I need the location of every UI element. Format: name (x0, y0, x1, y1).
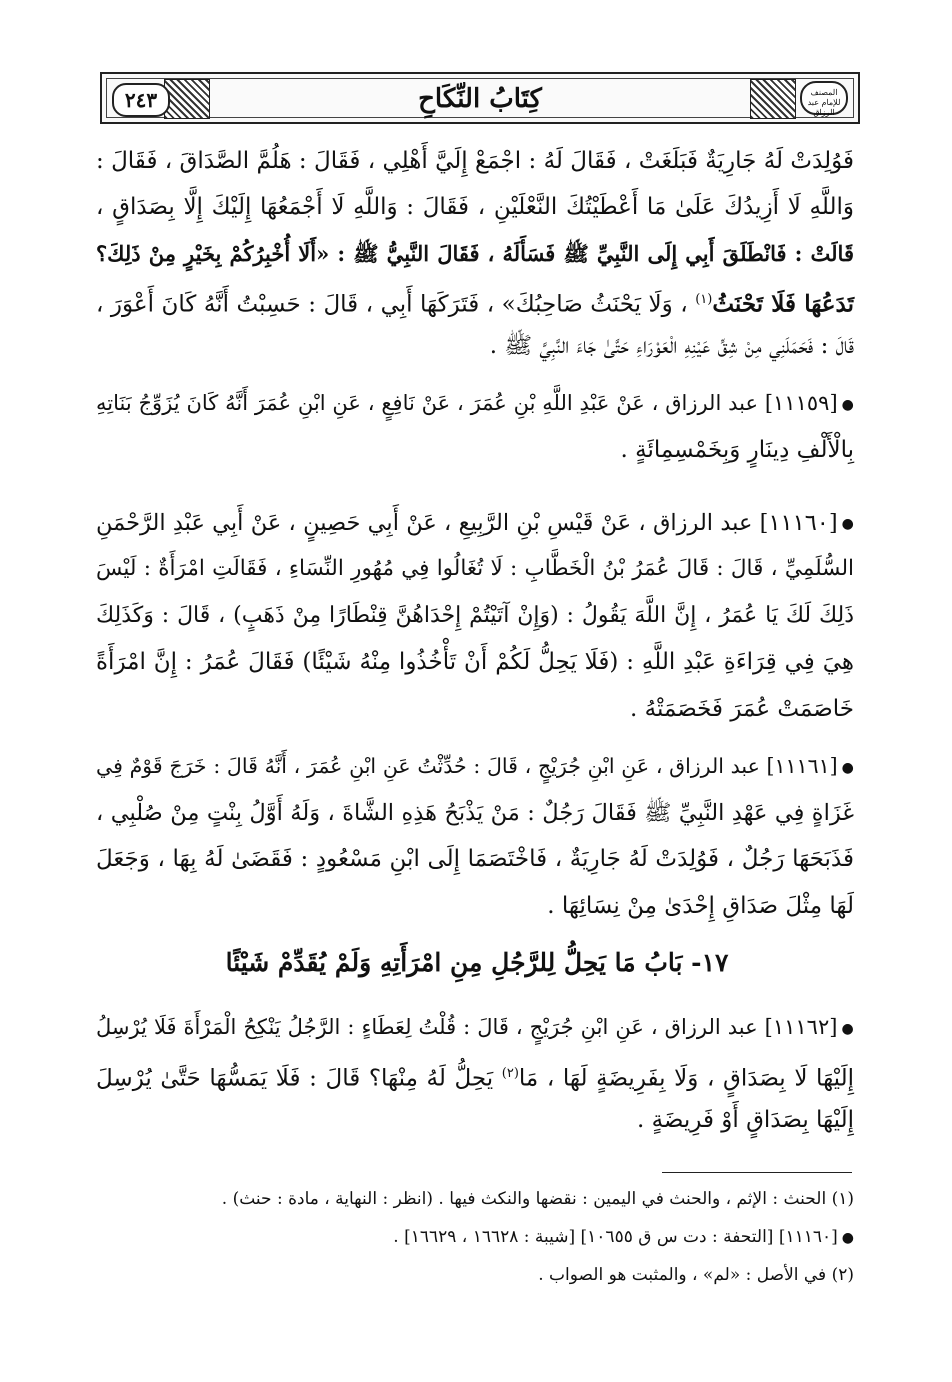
bullet-icon: ● (841, 759, 855, 776)
footnote-divider (662, 1172, 852, 1173)
footnote-mark: (٢) (501, 1066, 519, 1081)
text-line: وَاللَّهِ لَا أَزِيدُكَ عَلَىٰ مَا أَعْطَيْتُكَ النَّعْلَيْنِ ، فَقَالَ : وَاللَّهِ لَا أَجْمَعُهَا إِلَيْكَ إِلَّا بِصَدَاقٍ ، (96, 194, 854, 220)
ornament-right-icon (750, 79, 796, 119)
text-line: هِيَ فِي قِرَاءَةِ عَبْدِ اللَّهِ : (فَلَا يَحِلُّ لَكُمْ أَنْ تَأْخُذُوا مِنْهُ شَيْئًا) فَقَالَ عُمَرُ : إِنَّ امْرَأَةً (96, 649, 854, 675)
text-span: [١١١٦٠] [التحفة : دت س ق ١٠٦٥٥] [شيبة : ١٦٦٢٨ ، ١٦٦٢٩] . (393, 1227, 838, 1247)
text-line: ذَلِكَ لَكَ يَا عُمَرُ ، إِنَّ اللَّهَ يَقُولُ : (وَإِنْ آتَيْتُمْ إِحْدَاهُنَّ قِنْطَارًا مِنْ ذَهَبٍ) ، قَالَ : وَكَذَلِكَ (96, 603, 854, 628)
text-line: لَهَا مِثْلَ صَدَاقِ إِحْدَىٰ مِنْ نِسَائِهَا . (547, 893, 854, 919)
text-line: خَاصَمَتْ عُمَرَ فَخَصَمَتْهُ . (630, 696, 854, 722)
hadith-11160 (96, 506, 854, 541)
bullet-icon: ● (841, 1020, 855, 1037)
text-line: إِلَيْهَا بِصَدَاقٍ أَوْ فَرِيضَةٍ . (636, 1107, 854, 1133)
bullet-icon: ● (841, 1229, 854, 1246)
book-title: كِتَابُ النِّكَاحِ (418, 84, 542, 114)
text-span: ، وَلَا يَحْنَثُ صَاحِبُكَ» ، فَتَرَكَهَا أَبِي ، قَالَ : حَسِبْتُ أَنَّهُ كَانَ أَعْوَرَ ، (96, 291, 688, 318)
text-span: يَحِلُّ لَهُ مِنْهَا؟ قَالَ : فَلَا يَمَسُّهَا حَتَّىٰ يُرْسِلَ (96, 1065, 494, 1092)
footnote-ref-11160 (393, 1224, 854, 1251)
text-line (96, 283, 854, 322)
text-span: [١١١٦٠] عبد الرزاق ، عَنْ قَيْسِ بْنِ الرَّبِيعِ ، عَنْ أَبِي حَصِينٍ ، عَنْ أَبِي عَبْدِ الرَّحْمَنِ (96, 510, 838, 536)
hadith-11162 (96, 1010, 854, 1046)
hadith-11161 (96, 749, 854, 785)
page-number: ٢٤٣ (112, 83, 170, 117)
ornament-left-icon (164, 79, 210, 119)
running-header (100, 72, 860, 124)
footnote-mark: (١) (695, 292, 713, 307)
text-line: فَوُلِدَتْ لَهُ جَارِيَةٌ فَبَلَغَتْ ، فَقَالَ لَهُ : اجْمَعْ إِلَيَّ أَهْلِي ، فَقَالَ : هَلُمَّ الصَّدَاقَ ، فَقَالَ : (96, 148, 854, 174)
text-span: [١١١٦١] عبد الرزاق ، عَنِ ابْنِ جُرَيْجٍ ، قَالَ : حُدِّثْتُ عَنِ ابْنِ عُمَرَ ، أَنَّهُ قَالَ : خَرَجَ قَوْمٌ فِي (96, 754, 838, 778)
text-span: [١١١٥٩] عبد الرزاق ، عَنْ عَبْدِ اللَّهِ بْنِ عُمَرَ ، عَنْ نَافِعٍ ، عَنِ ابْنِ عُمَرَ أَنَّهُ كَانَ يُزَوِّجُ بَنَاتِهِ (96, 391, 838, 415)
text-line (96, 1057, 854, 1096)
hadith-phrase: تَدَعُهَا فَلَا تَحْنَثُ (712, 290, 855, 318)
text-line: قَالَ : فَحَمَلَنِي مِنْ شِقِّ عَيْنِهِ الْعَوْرَاءِ حَتَّىٰ جَاءَ النَّبِيَّ ﷺ . (489, 333, 854, 359)
text-line: السُّلَمِيِّ ، قَالَ : قَالَ عُمَرُ بْنُ الْخَطَّابِ : لَا تُغَالُوا فِي مُهُورِ النِّسَاءِ ، فَقَالَتِ امْرَأَةٌ : لَيْسَ (96, 556, 854, 581)
text-span: إِلَيْهَا لَا بِصَدَاقٍ ، وَلَا بِفَرِيضَةٍ لَهَا ، مَا (518, 1065, 855, 1092)
text-line: غَزَاةٍ فِي عَهْدِ النَّبِيِّ ﷺ فَقَالَ رَجُلٌ : مَنْ يَذْبَحُ هَذِهِ الشَّاةَ ، وَلَهُ أَوَّلُ بِنْتٍ مِنْ صُلْبِي ، (96, 800, 854, 826)
text-line: قَالَتْ : فَانْطَلَقَ أَبِي إِلَى النَّبِيِّ ﷺ فَسَأَلَهُ ، فَقَالَ النَّبِيُّ ﷺ : «أَلَا أُخْبِرُكُمْ بِخَيْرٍ مِنْ ذَلِكَ؟ (96, 241, 854, 266)
series-logo: المصنف للإمام عبد الرزاق (800, 81, 848, 115)
hadith-11159 (96, 386, 854, 422)
bullet-icon: ● (841, 516, 854, 532)
footnote-2: (٢) في الأصل : «لم» ، والمثبت هو الصواب . (538, 1265, 854, 1285)
footnote-1: (١) الحنث : الإثم ، والحنث في اليمين : نقضها والنكث فيها . (انظر : النهاية ، مادة : حنث) . (221, 1189, 854, 1209)
text-line: فَذَبَحَهَا رَجُلٌ ، فَوُلِدَتْ لَهُ جَارِيَةٌ ، فَاخْتَصَمَا إِلَى ابْنِ مَسْعُودٍ : فَقَضَىٰ لَهُ بِهَا ، وَجَعَلَ (96, 846, 854, 872)
chapter-heading: ١٧- بَابُ مَا يَحِلُّ لِلرَّجُلِ مِنِ امْرَأَتِهِ وَلَمْ يُقَدِّمْ شَيْئًا (225, 948, 729, 977)
text-span: [١١١٦٢] عبد الرزاق ، عَنِ ابْنِ جُرَيْجٍ ، قَالَ : قُلْتُ لِعَطَاءٍ : الرَّجُلُ يَنْكِحُ الْمَرْأَةَ فَلَا يُرْسِلُ (96, 1015, 838, 1039)
text-line: بِالْأَلْفِ دِينَارٍ وَبِخَمْسِمِائَةٍ . (620, 437, 854, 463)
bullet-icon: ● (841, 396, 855, 413)
